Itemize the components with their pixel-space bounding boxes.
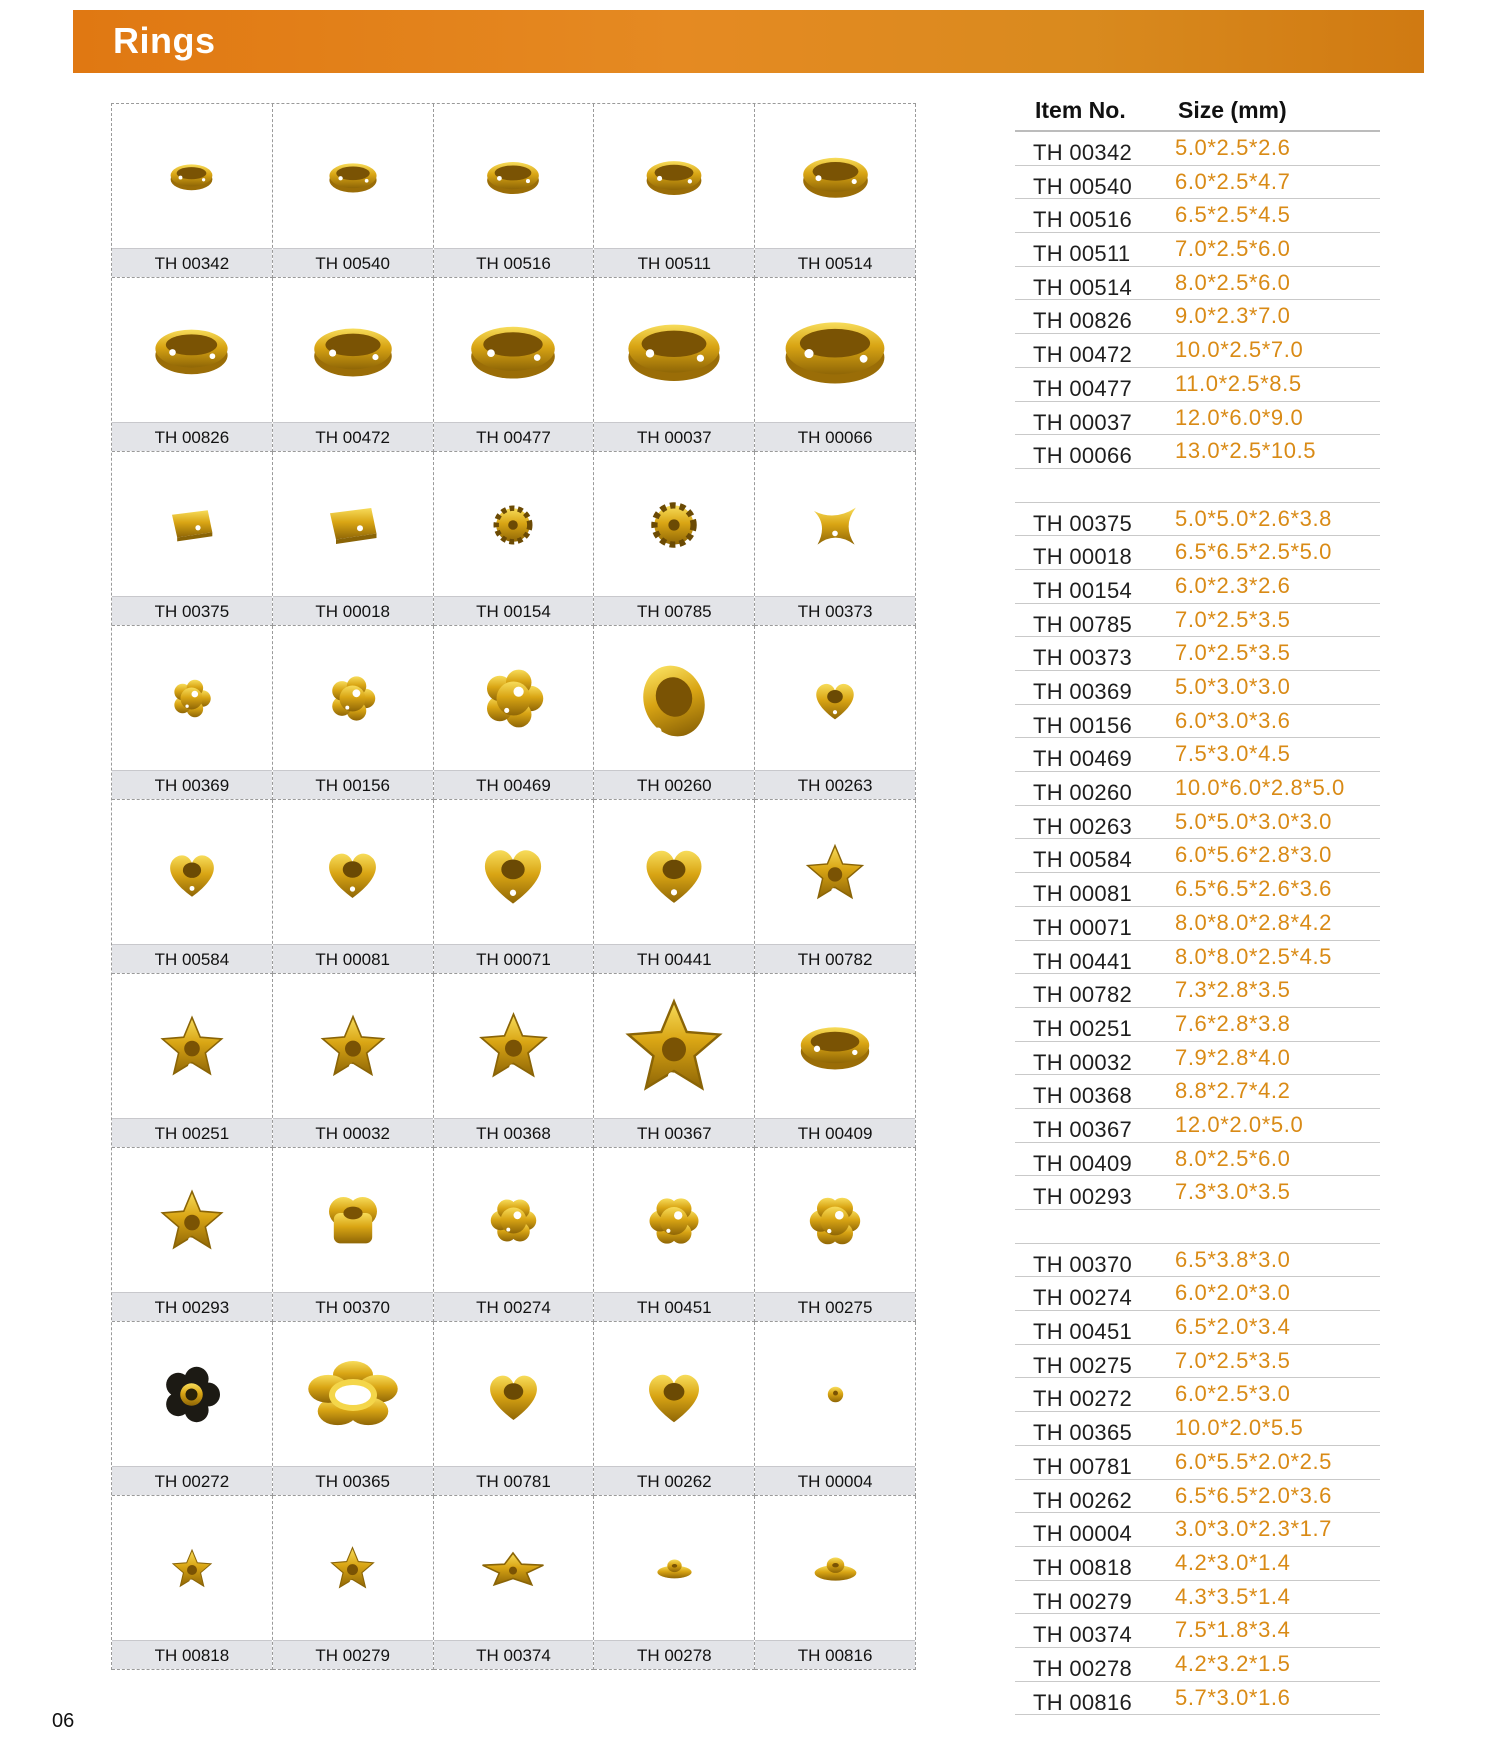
product-cell — [434, 452, 595, 626]
bead-image — [434, 1496, 594, 1641]
item-number: TH 00066 — [1033, 443, 1133, 469]
bead-image — [755, 104, 915, 249]
item-size: 4.3*3.5*1.4 — [1175, 1583, 1291, 1609]
product-grid — [111, 103, 916, 1670]
item-number: TH 00511 — [1033, 241, 1131, 267]
item-size: 4.2*3.2*1.5 — [1175, 1650, 1291, 1676]
product-code: TH 00826 — [112, 422, 272, 451]
product-cell — [112, 1322, 273, 1496]
product-cell — [273, 1322, 434, 1496]
item-number: TH 00032 — [1033, 1049, 1133, 1075]
product-code: TH 00785 — [594, 596, 754, 625]
item-size: 4.2*3.0*1.4 — [1175, 1549, 1291, 1575]
product-code: TH 00154 — [434, 596, 594, 625]
spec-table — [1015, 93, 1380, 1715]
item-size: 5.7*3.0*1.6 — [1175, 1684, 1291, 1710]
item-size: 7.5*1.8*3.4 — [1175, 1617, 1291, 1643]
item-size: 6.0*3.0*3.6 — [1175, 707, 1291, 733]
spec-row — [1015, 1075, 1380, 1109]
bead-image — [594, 800, 754, 945]
bead-image — [755, 452, 915, 597]
spec-row — [1015, 1210, 1380, 1244]
item-number: TH 00584 — [1033, 847, 1133, 873]
item-size: 7.3*2.8*3.5 — [1175, 977, 1291, 1003]
product-cell — [594, 1322, 755, 1496]
item-number: TH 00368 — [1033, 1083, 1133, 1109]
bead-image — [755, 974, 915, 1119]
product-cell — [434, 1148, 595, 1322]
bead-image — [594, 452, 754, 597]
spec-row — [1015, 671, 1380, 705]
product-code: TH 00260 — [594, 770, 754, 799]
item-number: TH 00293 — [1033, 1184, 1133, 1210]
product-cell — [112, 1496, 273, 1670]
spec-row — [1015, 1648, 1380, 1682]
item-number: TH 00272 — [1033, 1386, 1133, 1412]
item-number: TH 00514 — [1033, 274, 1133, 300]
item-number: TH 00441 — [1033, 948, 1133, 974]
product-cell — [755, 626, 916, 800]
item-size: 5.0*2.5*2.6 — [1175, 135, 1291, 160]
product-code: TH 00037 — [594, 422, 754, 451]
section-banner — [73, 10, 1424, 73]
product-cell — [755, 278, 916, 452]
product-code: TH 00472 — [273, 422, 433, 451]
product-code: TH 00781 — [434, 1466, 594, 1495]
bead-image — [112, 974, 272, 1119]
spec-row — [1015, 334, 1380, 368]
item-size: 6.5*6.5*2.0*3.6 — [1175, 1482, 1333, 1508]
product-cell — [273, 104, 434, 278]
product-code: TH 00278 — [594, 1640, 754, 1669]
product-cell — [434, 800, 595, 974]
bead-image — [594, 1148, 754, 1293]
spec-row — [1015, 199, 1380, 233]
spec-row — [1015, 974, 1380, 1008]
item-size: 10.0*2.5*7.0 — [1175, 337, 1304, 363]
item-number: TH 00818 — [1033, 1554, 1133, 1580]
bead-image — [434, 626, 594, 771]
bead-image — [273, 1322, 433, 1467]
item-size: 9.0*2.3*7.0 — [1175, 303, 1291, 329]
product-code: TH 00342 — [112, 248, 272, 277]
item-size: 7.5*3.0*4.5 — [1175, 741, 1291, 767]
product-code: TH 00275 — [755, 1292, 915, 1321]
spec-row — [1015, 907, 1380, 941]
spec-row — [1015, 1480, 1380, 1514]
item-size: 6.0*5.6*2.8*3.0 — [1175, 842, 1333, 868]
item-number: TH 00037 — [1033, 409, 1133, 435]
bead-image — [273, 800, 433, 945]
item-size: 6.5*2.0*3.4 — [1175, 1314, 1291, 1340]
bead-image — [434, 974, 594, 1119]
item-number: TH 00251 — [1033, 1015, 1133, 1041]
spec-row — [1015, 1682, 1380, 1716]
item-number: TH 00816 — [1033, 1689, 1133, 1715]
product-cell — [434, 974, 595, 1148]
product-cell — [594, 800, 755, 974]
spec-row — [1015, 1008, 1380, 1042]
product-code: TH 00004 — [755, 1466, 915, 1495]
item-size: 12.0*2.0*5.0 — [1175, 1111, 1304, 1137]
spec-row — [1015, 1547, 1380, 1581]
product-cell — [273, 974, 434, 1148]
spec-row — [1015, 604, 1380, 638]
product-cell — [755, 1322, 916, 1496]
bead-image — [434, 104, 594, 249]
product-cell — [594, 104, 755, 278]
item-size: 7.0*2.5*6.0 — [1175, 236, 1291, 262]
product-code: TH 00251 — [112, 1118, 272, 1147]
bead-image — [273, 278, 433, 423]
spec-row — [1015, 536, 1380, 570]
item-number: TH 00469 — [1033, 746, 1133, 772]
bead-image — [273, 626, 433, 771]
spec-row — [1015, 1042, 1380, 1076]
item-size: 10.0*6.0*2.8*5.0 — [1175, 775, 1345, 801]
bead-image — [594, 278, 754, 423]
item-size: 8.0*2.5*6.0 — [1175, 1145, 1291, 1171]
product-code: TH 00409 — [755, 1118, 915, 1147]
product-code: TH 00156 — [273, 770, 433, 799]
product-cell — [273, 452, 434, 626]
item-number: TH 00279 — [1033, 1588, 1133, 1614]
item-number: TH 00154 — [1033, 577, 1133, 603]
product-code: TH 00818 — [112, 1640, 272, 1669]
item-number: TH 00409 — [1033, 1150, 1133, 1176]
item-size: 7.6*2.8*3.8 — [1175, 1010, 1291, 1036]
product-cell — [434, 278, 595, 452]
product-code: TH 00782 — [755, 944, 915, 973]
item-size: 8.0*8.0*2.5*4.5 — [1175, 943, 1333, 969]
product-code: TH 00514 — [755, 248, 915, 277]
product-code: TH 00370 — [273, 1292, 433, 1321]
bead-image — [594, 104, 754, 249]
bead-image — [112, 1496, 272, 1641]
item-number: TH 00367 — [1033, 1116, 1133, 1142]
product-cell — [434, 1322, 595, 1496]
bead-image — [273, 1496, 433, 1641]
spec-row — [1015, 132, 1380, 166]
item-size: 12.0*6.0*9.0 — [1175, 404, 1304, 430]
product-cell — [273, 800, 434, 974]
bead-image — [434, 452, 594, 597]
product-code: TH 00279 — [273, 1640, 433, 1669]
item-number: TH 00826 — [1033, 308, 1133, 334]
item-size: 6.5*2.5*4.5 — [1175, 202, 1291, 228]
spec-row — [1015, 1446, 1380, 1480]
product-cell — [594, 626, 755, 800]
product-code: TH 00066 — [755, 422, 915, 451]
spec-row — [1015, 503, 1380, 537]
bead-image — [755, 278, 915, 423]
item-number: TH 00373 — [1033, 645, 1133, 671]
spec-row — [1015, 1614, 1380, 1648]
item-number: TH 00785 — [1033, 611, 1133, 637]
item-size: 6.5*3.8*3.0 — [1175, 1246, 1291, 1272]
bead-image — [594, 626, 754, 771]
item-size: 8.0*2.5*6.0 — [1175, 269, 1291, 295]
spec-row — [1015, 1513, 1380, 1547]
product-cell — [755, 452, 916, 626]
spec-row — [1015, 806, 1380, 840]
product-code: TH 00451 — [594, 1292, 754, 1321]
bead-image — [434, 800, 594, 945]
spec-row — [1015, 300, 1380, 334]
item-number: TH 00375 — [1033, 510, 1133, 536]
bead-image — [273, 452, 433, 597]
item-size: 6.0*5.5*2.0*2.5 — [1175, 1448, 1333, 1474]
product-cell — [273, 1496, 434, 1670]
product-cell — [112, 1148, 273, 1322]
item-size: 7.0*2.5*3.5 — [1175, 606, 1291, 632]
product-code: TH 00071 — [434, 944, 594, 973]
spec-table-header — [1015, 93, 1380, 132]
product-code: TH 00516 — [434, 248, 594, 277]
bead-image — [112, 800, 272, 945]
product-code: TH 00018 — [273, 596, 433, 625]
product-cell — [112, 104, 273, 278]
bead-image — [755, 1322, 915, 1467]
product-cell — [273, 1148, 434, 1322]
product-cell — [112, 974, 273, 1148]
spec-row — [1015, 233, 1380, 267]
product-cell — [273, 626, 434, 800]
item-number: TH 00275 — [1033, 1352, 1133, 1378]
item-size: 10.0*2.0*5.5 — [1175, 1415, 1304, 1441]
item-size: 8.0*8.0*2.8*4.2 — [1175, 909, 1333, 935]
product-code: TH 00368 — [434, 1118, 594, 1147]
item-number: TH 00278 — [1033, 1655, 1133, 1681]
spec-row — [1015, 267, 1380, 301]
spec-row — [1015, 469, 1380, 503]
item-number: TH 00781 — [1033, 1453, 1133, 1479]
bead-image — [273, 1148, 433, 1293]
spec-row — [1015, 402, 1380, 436]
item-number: TH 00370 — [1033, 1251, 1133, 1277]
product-cell — [755, 1496, 916, 1670]
bead-image — [434, 278, 594, 423]
product-code: TH 00816 — [755, 1640, 915, 1669]
item-number: TH 00782 — [1033, 982, 1133, 1008]
item-number: TH 00516 — [1033, 207, 1133, 233]
bead-image — [755, 1496, 915, 1641]
spec-row — [1015, 1143, 1380, 1177]
product-code: TH 00081 — [273, 944, 433, 973]
product-cell — [112, 800, 273, 974]
item-number: TH 00540 — [1033, 173, 1133, 199]
bead-image — [112, 1148, 272, 1293]
item-size: 7.0*2.5*3.5 — [1175, 640, 1291, 666]
item-size: 5.0*5.0*2.6*3.8 — [1175, 505, 1333, 531]
spec-row — [1015, 435, 1380, 469]
bead-image — [755, 800, 915, 945]
bead-image — [594, 974, 754, 1119]
product-code: TH 00373 — [755, 596, 915, 625]
product-code: TH 00263 — [755, 770, 915, 799]
product-code: TH 00511 — [594, 248, 754, 277]
item-number: TH 00018 — [1033, 544, 1133, 570]
item-size: 11.0*2.5*8.5 — [1175, 370, 1302, 396]
product-code: TH 00262 — [594, 1466, 754, 1495]
spec-row — [1015, 772, 1380, 806]
bead-image — [273, 104, 433, 249]
product-code: TH 00365 — [273, 1466, 433, 1495]
spec-row — [1015, 1412, 1380, 1446]
product-code: TH 00584 — [112, 944, 272, 973]
bead-image — [273, 974, 433, 1119]
item-number: TH 00071 — [1033, 914, 1133, 940]
item-size: 7.3*3.0*3.5 — [1175, 1179, 1291, 1205]
spec-row — [1015, 839, 1380, 873]
item-size: 6.0*2.5*4.7 — [1175, 168, 1291, 194]
bead-image — [755, 1148, 915, 1293]
item-size: 5.0*3.0*3.0 — [1175, 674, 1291, 699]
item-number: TH 00274 — [1033, 1285, 1133, 1311]
bead-image — [112, 104, 272, 249]
item-number: TH 00004 — [1033, 1521, 1133, 1547]
product-cell — [112, 626, 273, 800]
product-code: TH 00367 — [594, 1118, 754, 1147]
spec-row — [1015, 873, 1380, 907]
spec-row — [1015, 1345, 1380, 1379]
item-size: 6.5*6.5*2.5*5.0 — [1175, 539, 1333, 565]
item-number: TH 00472 — [1033, 342, 1133, 368]
item-number: TH 00369 — [1033, 679, 1133, 704]
spec-row — [1015, 368, 1380, 402]
item-size: 5.0*5.0*3.0*3.0 — [1175, 808, 1333, 834]
product-code: TH 00032 — [273, 1118, 433, 1147]
spec-row — [1015, 570, 1380, 604]
item-size: 6.0*2.3*2.6 — [1175, 572, 1291, 598]
product-cell — [755, 1148, 916, 1322]
bead-image — [755, 626, 915, 771]
product-cell — [755, 104, 916, 278]
header-item-no: Item No. — [1035, 97, 1126, 123]
product-cell — [112, 452, 273, 626]
item-size: 6.5*6.5*2.6*3.6 — [1175, 876, 1333, 902]
spec-row — [1015, 1109, 1380, 1143]
item-number: TH 00451 — [1033, 1319, 1133, 1345]
product-cell — [594, 1496, 755, 1670]
header-size: Size (mm) — [1178, 97, 1287, 123]
spec-row — [1015, 941, 1380, 975]
product-cell — [594, 1148, 755, 1322]
item-number: TH 00374 — [1033, 1622, 1133, 1648]
product-code: TH 00441 — [594, 944, 754, 973]
product-code: TH 00369 — [112, 770, 272, 799]
section-title: Rings — [113, 20, 216, 61]
product-code: TH 00469 — [434, 770, 594, 799]
product-cell — [434, 1496, 595, 1670]
product-code: TH 00272 — [112, 1466, 272, 1495]
product-code: TH 00293 — [112, 1292, 272, 1321]
bead-image — [112, 1322, 272, 1467]
product-code: TH 00540 — [273, 248, 433, 277]
product-cell — [755, 974, 916, 1148]
product-cell — [594, 278, 755, 452]
item-size: 13.0*2.5*10.5 — [1175, 438, 1317, 464]
item-size: 7.9*2.8*4.0 — [1175, 1044, 1291, 1070]
bead-image — [594, 1322, 754, 1467]
product-code: TH 00274 — [434, 1292, 594, 1321]
item-number: TH 00081 — [1033, 881, 1133, 907]
spec-row — [1015, 705, 1380, 739]
bead-image — [434, 1148, 594, 1293]
item-number: TH 00342 — [1033, 140, 1133, 165]
item-size: 7.0*2.5*3.5 — [1175, 1347, 1291, 1373]
product-code: TH 00375 — [112, 596, 272, 625]
product-cell — [594, 974, 755, 1148]
product-code: TH 00374 — [434, 1640, 594, 1669]
bead-image — [112, 452, 272, 597]
item-number: TH 00263 — [1033, 813, 1133, 839]
product-cell — [273, 278, 434, 452]
product-cell — [434, 104, 595, 278]
bead-image — [434, 1322, 594, 1467]
item-number: TH 00262 — [1033, 1487, 1133, 1513]
item-size: 3.0*3.0*2.3*1.7 — [1175, 1516, 1333, 1542]
bead-image — [112, 278, 272, 423]
spec-row — [1015, 1311, 1380, 1345]
spec-row — [1015, 738, 1380, 772]
product-cell — [434, 626, 595, 800]
item-size: 6.0*2.5*3.0 — [1175, 1381, 1291, 1407]
product-cell — [594, 452, 755, 626]
item-size: 8.8*2.7*4.2 — [1175, 1078, 1291, 1104]
product-cell — [112, 278, 273, 452]
item-number: TH 00477 — [1033, 375, 1133, 401]
page-number: 06 — [52, 1710, 75, 1732]
item-size: 6.0*2.0*3.0 — [1175, 1280, 1291, 1306]
item-number: TH 00156 — [1033, 712, 1133, 738]
item-number: TH 00365 — [1033, 1420, 1133, 1446]
bead-image — [594, 1496, 754, 1641]
spec-row — [1015, 1277, 1380, 1311]
spec-row — [1015, 1176, 1380, 1210]
bead-image — [112, 626, 272, 771]
spec-row — [1015, 637, 1380, 671]
spec-row — [1015, 1581, 1380, 1615]
product-code: TH 00477 — [434, 422, 594, 451]
spec-row — [1015, 166, 1380, 200]
item-number: TH 00260 — [1033, 780, 1133, 806]
spec-row — [1015, 1378, 1380, 1412]
spec-row — [1015, 1244, 1380, 1278]
product-cell — [755, 800, 916, 974]
